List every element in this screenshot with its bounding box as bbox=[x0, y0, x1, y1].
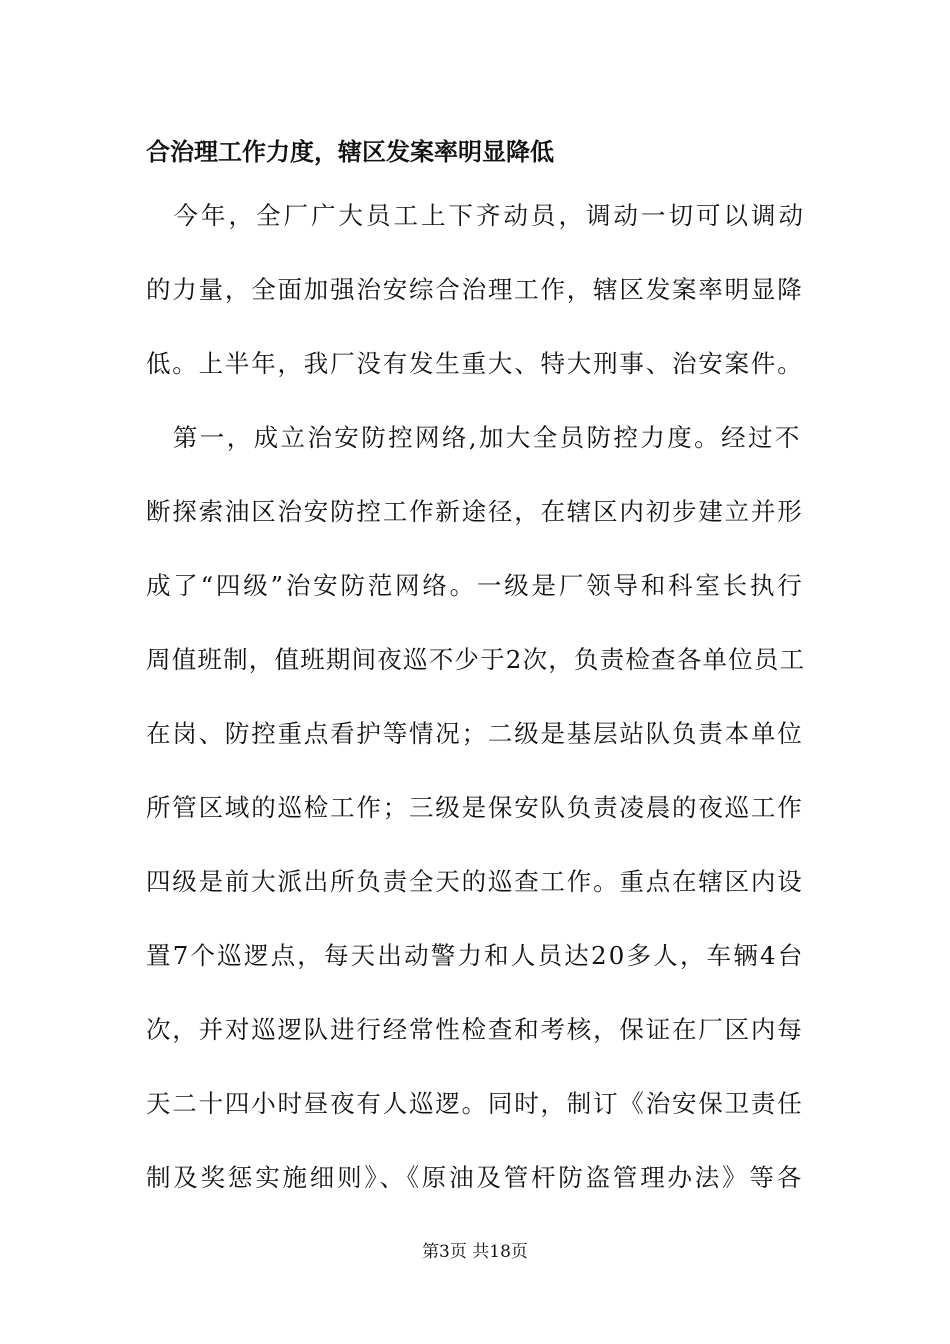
page-number-footer: 第3页 共18页 bbox=[422, 1242, 528, 1262]
text-line: 次，并对巡逻队进行经常性检查和考核，保证在厂区内每 bbox=[146, 1015, 804, 1044]
text-line: 周值班制，值班期间夜巡不少于2次，负责检查各单位员工 bbox=[146, 645, 806, 674]
text-line: 在岗、防控重点看护等情况；二级是基层站队负责本单位 bbox=[146, 719, 804, 748]
text-line: 的力量，全面加强治安综合治理工作，辖区发案率明显降 bbox=[146, 275, 804, 304]
text-line: 制及奖惩实施细则》、《原油及管杆防盗管理办法》等各 bbox=[146, 1163, 804, 1192]
text-line: 断探索油区治安防控工作新途径，在辖区内初步建立并形 bbox=[146, 497, 804, 526]
text-line: 成了“四级”治安防范网络。一级是厂领导和科室长执行 bbox=[146, 571, 805, 600]
section-heading: 合治理工作力度，辖区发案率明显降低 bbox=[146, 138, 554, 166]
text-line: 四级是前大派出所负责全天的巡查工作。重点在辖区内设 bbox=[146, 867, 804, 896]
text-line: 低。上半年，我厂没有发生重大、特大刑事、治安案件。 bbox=[146, 349, 804, 378]
text-line: 天二十四小时昼夜有人巡逻。同时，制订《治安保卫责任 bbox=[146, 1089, 804, 1118]
text-line: 第一，成立治安防控网络,加大全员防控力度。经过不 bbox=[146, 423, 802, 452]
text-line: 所管区域的巡检工作；三级是保安队负责凌晨的夜巡工作 bbox=[146, 793, 804, 822]
text-line: 置7个巡逻点，每天出动警力和人员达20多人，车辆4台 bbox=[146, 941, 805, 970]
text-line: 今年，全厂广大员工上下齐动员，调动一切可以调动 bbox=[146, 201, 806, 230]
